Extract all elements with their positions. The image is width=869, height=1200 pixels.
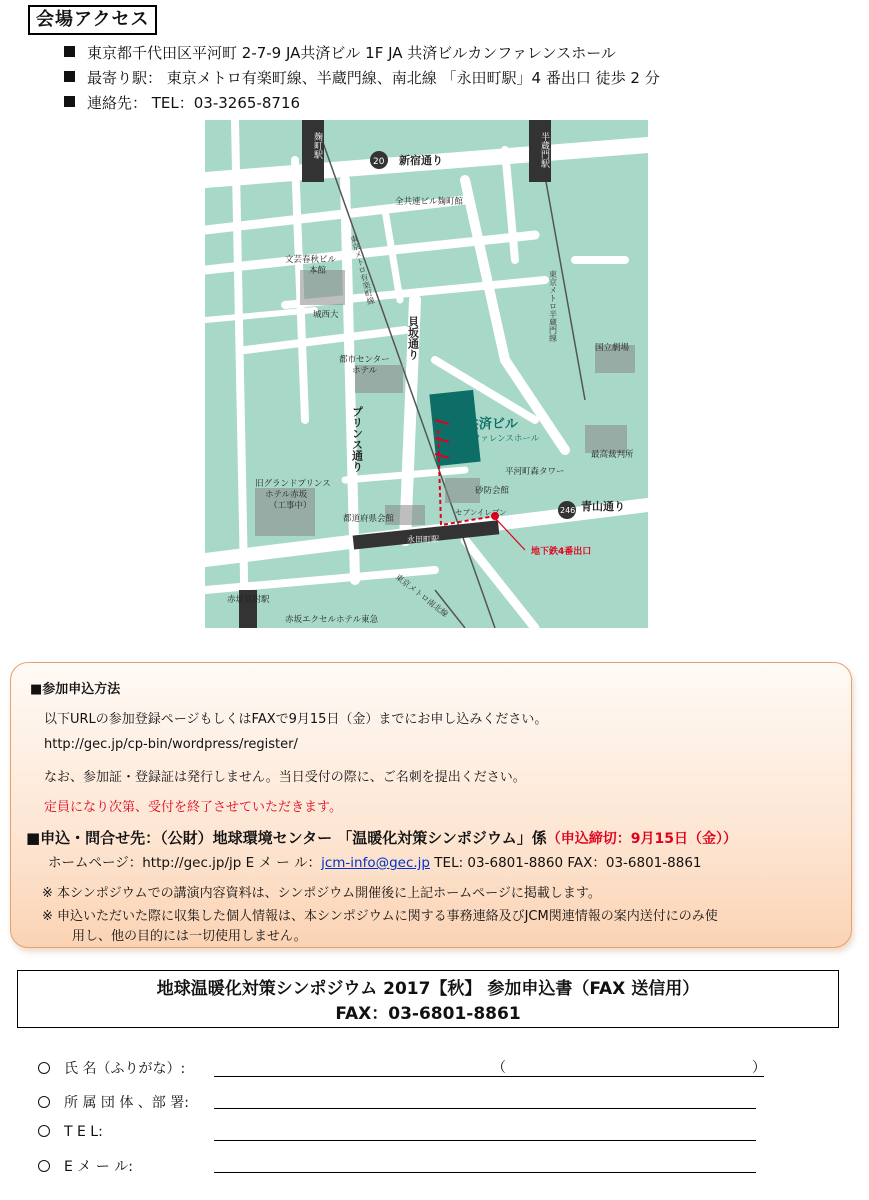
- field-org-label: 所 属 団 体 、部 署:: [64, 1095, 189, 1111]
- station-text: 最寄り駅： 東京メトロ有楽町線、半蔵門線、南北線 「永田町駅」4 番出口 徒歩 2 分: [87, 69, 660, 87]
- map-label-todofuken: 都道府県会館: [343, 514, 395, 524]
- contact-text: 連絡先： TEL：03-3265-8716: [87, 94, 301, 112]
- map-label-conference-hall: カンファレンスホール: [455, 434, 540, 444]
- circle-bullet-icon: [38, 1125, 50, 1137]
- map-label-ja-building: JA共済ビル: [451, 417, 518, 432]
- map-label-bungei-1: 文芸春秋ビル: [285, 255, 337, 265]
- map-label-excel-hotel: 赤坂エクセルホテル東急: [285, 615, 379, 625]
- address-text: 東京都千代田区平河町 2-7-9 JA共済ビル 1F JA 共済ビルカンファレンスホール: [87, 44, 616, 62]
- register-url[interactable]: http://gec.jp/cp-bin/wordpress/register/: [44, 737, 298, 752]
- capacity-note: 定員になり次第、受付を終了させていただきます。: [44, 800, 342, 815]
- homepage-text: ホームページ：http://gec.jp/jp E メ ー ル：: [48, 855, 322, 871]
- map-label-zenkyoren: 全共連ビル麹町館: [395, 197, 464, 207]
- map-label-saikosaibansho: 最高裁判所: [591, 450, 634, 460]
- map-label-shiromoto: 城西大: [313, 310, 339, 320]
- map-label-nanboku-line: 東京メトロ南北線: [393, 572, 450, 619]
- method-text: 以下URLの参加登録ページもしくはFAXで9月15日（金）までにお申し込みください。: [44, 712, 548, 727]
- field-name-row: [38, 1058, 185, 1078]
- map-label-nagatacho: 永田町駅: [407, 535, 439, 544]
- field-tel-row: [38, 1124, 103, 1140]
- contact-row: [64, 92, 300, 113]
- field-org-row: [38, 1092, 189, 1112]
- map-label-prince-dori: プリンス通り: [350, 406, 364, 472]
- map-label-kaizaka-dori: 貝坂通り: [406, 316, 420, 360]
- note-2a: ※ 申込いただいた際に収集した個人情報は、本シンポジウムに関する事務連絡及びJCM関連情報の案内送付にのみ使: [42, 909, 718, 924]
- method-heading: ■参加申込方法: [30, 682, 121, 697]
- map-label-aoyama-dori: 青山通り: [581, 500, 625, 513]
- map-label-old-prince-2: ホテル赤坂: [265, 490, 308, 500]
- field-email-row: [38, 1156, 133, 1176]
- address-row: [64, 42, 616, 63]
- map-label-toshi-center-2: ホテル: [352, 366, 378, 376]
- access-heading: 会場アクセス: [28, 5, 157, 35]
- circle-bullet-icon: [38, 1062, 50, 1074]
- field-name-label: 氏 名（ふりがな）:: [64, 1061, 186, 1077]
- map-label-yurakucho-line: 東京メトロ有楽町線: [348, 233, 376, 306]
- bullet-square-icon: [64, 96, 75, 107]
- bullet-square-icon: [64, 46, 75, 57]
- map-label-kokuritsu: 国立劇場: [595, 343, 630, 353]
- map-label-akasaka-mitsuke: 赤坂見附駅: [227, 595, 270, 605]
- field-org-input[interactable]: [214, 1108, 756, 1109]
- map-label-shinjuku-dori: 新宿通り: [399, 154, 443, 167]
- access-map: [205, 120, 648, 628]
- map-label-route20: 20: [373, 157, 385, 167]
- map-label-toshi-center-1: 都市センター: [339, 355, 390, 365]
- badge-note: なお、参加証・登録証は発行しません。当日受付の際に、ご名刺を提出ください。: [44, 770, 526, 785]
- deadline-text: （申込締切：9月15日（金））: [546, 831, 738, 847]
- field-name-input[interactable]: [214, 1076, 764, 1077]
- paren-open: （: [492, 1060, 506, 1076]
- map-label-sabo-kaikan: 砂防会館: [475, 486, 510, 496]
- field-email-label: E メ ー ル:: [64, 1159, 133, 1175]
- circle-bullet-icon: [38, 1096, 50, 1108]
- map-label-hanzomon: 半蔵門駅: [539, 132, 549, 168]
- note-1: ※ 本シンポジウムでの講演内容資料は、シンポジウム開催後に上記ホームページに掲載します。: [42, 886, 601, 901]
- bullet-square-icon: [64, 71, 75, 82]
- email-link[interactable]: jcm-info@gec.jp: [321, 855, 430, 871]
- form-title: 地球温暖化対策シンポジウム 2017【秋】 参加申込書（FAX 送信用）: [156, 979, 700, 999]
- map-label-old-prince-3: （工事中）: [269, 501, 312, 511]
- tel-fax-text: TEL: 03-6801-8860 FAX：03-6801-8861: [430, 855, 702, 871]
- field-tel-input[interactable]: [214, 1140, 756, 1141]
- note-2b: 用し、他の目的には一切使用しません。: [72, 929, 307, 944]
- contact-details: [48, 851, 702, 871]
- map-label-old-prince-1: 旧グランドプリンス: [255, 479, 331, 489]
- contact-heading: [26, 827, 737, 848]
- form-fax-number: FAX：03-6801-8861: [335, 1004, 521, 1024]
- map-label-kojimachi: 麹町駅: [312, 132, 322, 159]
- station-row: [64, 67, 660, 88]
- form-title-box: [17, 970, 839, 1028]
- map-label-seven-eleven: セブンイレブン: [455, 508, 507, 517]
- field-email-input[interactable]: [214, 1172, 756, 1173]
- map-label-route246: 246: [560, 506, 576, 515]
- map-label-hirakawa-mori: 平河町森タワー: [505, 467, 565, 477]
- paren-close: ）: [752, 1060, 766, 1076]
- circle-bullet-icon: [38, 1160, 50, 1172]
- map-label-hanzomon-line: 東京メトロ半蔵門線: [548, 270, 558, 342]
- map-label-exit4: 地下鉄4番出口: [531, 547, 592, 557]
- contact-heading-text: ■申込・問合せ先：（公財）地球環境センター 「温暖化対策シンポジウム」係: [26, 829, 547, 847]
- map-label-bungei-2: 本館: [309, 266, 327, 276]
- field-tel-label: T E L:: [64, 1124, 103, 1140]
